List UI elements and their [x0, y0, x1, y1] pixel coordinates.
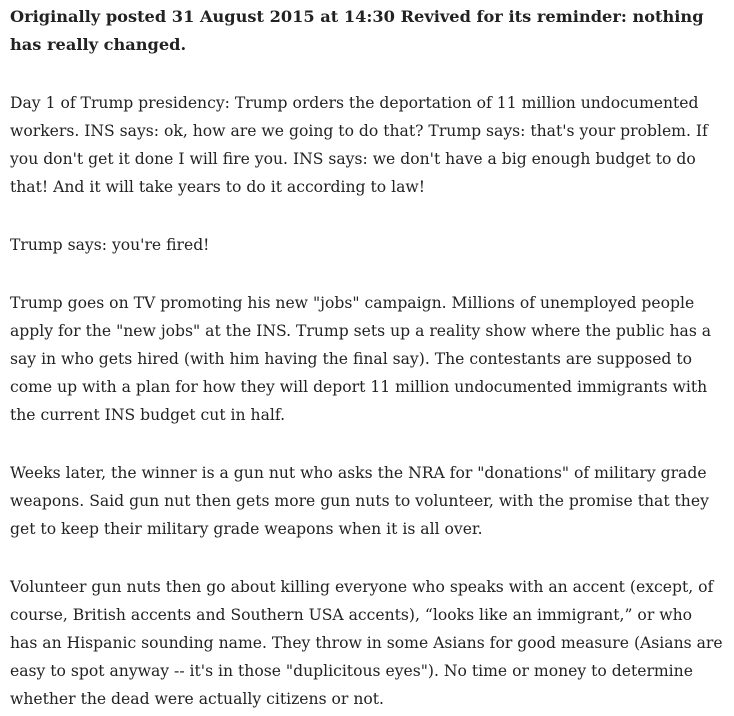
paragraph-volunteers: Volunteer gun nuts then go about killing everyone who speaks with an accent (except, of course, British accents and Southern USA accents), “looks like an immigrant,” or who has an Hispanic sounding name. They throw in some Asians for good measure (Asians are easy to spot anyway -- it's in those "duplicitous eyes"). No time or money to determine whether the dead were actually citizens or not. — [10, 578, 723, 708]
paragraph-gun-nut: Weeks later, the winner is a gun nut who asks the NRA for "donations" of military grade weapons. Said gun nut then gets more gun nuts to volunteer, with the promise that they get to keep their military grade weapons when it is all over. — [10, 464, 709, 538]
article-headline: Originally posted 31 August 2015 at 14:30 Revived for its reminder: nothing has really changed. — [10, 7, 704, 54]
paragraph-fired: Trump says: you're fired! — [10, 236, 210, 254]
article-body — [10, 3, 724, 713]
paragraph-day-one: Day 1 of Trump presidency: Trump orders the deportation of 11 million undocumented workers. INS says: ok, how are we going to do that? Trump says: that's your problem. If you don't get it done I will fire you. INS says: we don't have a big enough budget to do that! And it will take years to do it according to law! — [10, 94, 708, 196]
paragraph-jobs-campaign: Trump goes on TV promoting his new "jobs" campaign. Millions of unemployed people apply for the "new jobs" at the INS. Trump sets up a reality show where the public has a say in who gets hired (with him having the final say). The contestants are supposed to come up with a plan for how they will deport 11 million undocumented immigrants with the current INS budget cut in half. — [10, 294, 712, 424]
